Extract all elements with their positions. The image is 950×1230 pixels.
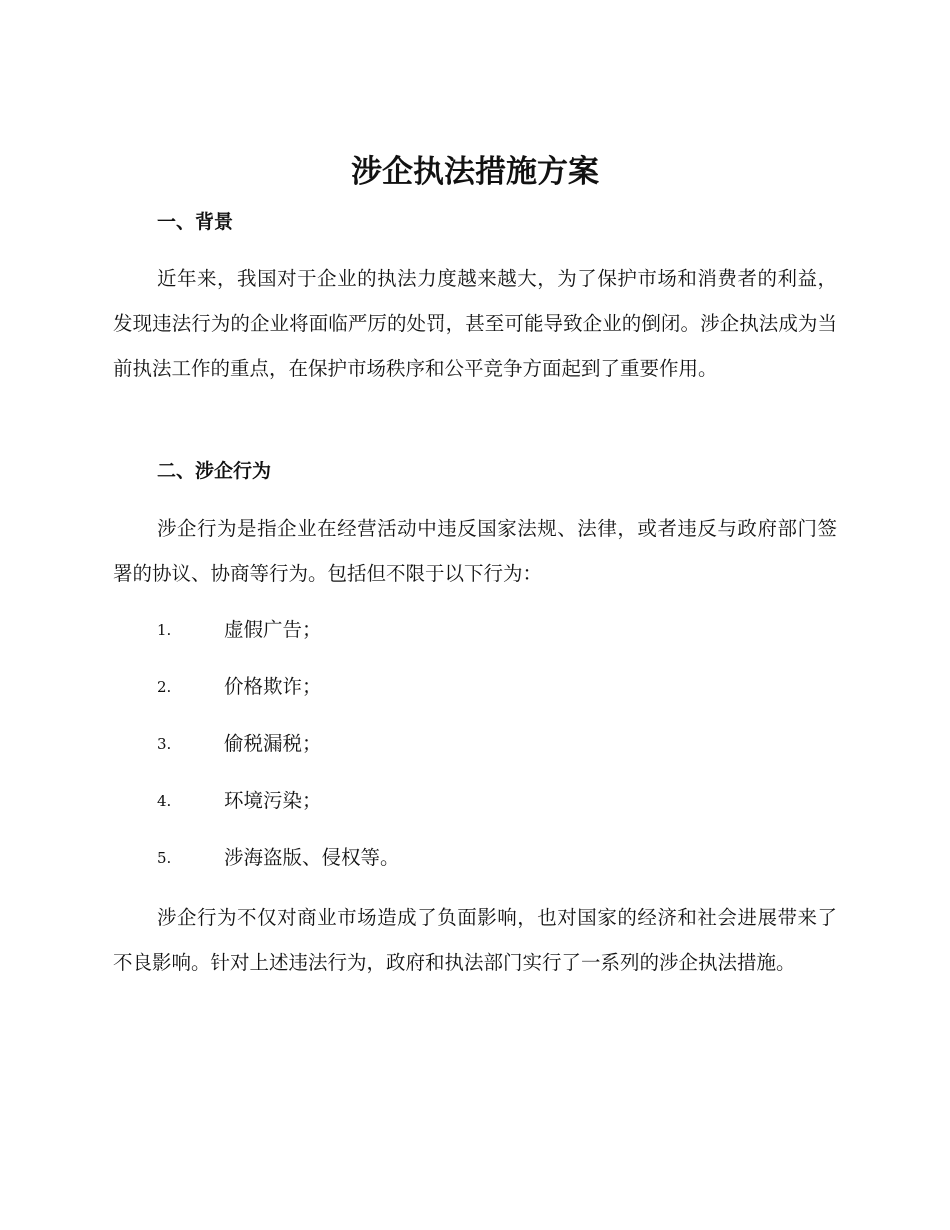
list-item-text: 价格欺诈； — [224, 675, 322, 698]
list-item-text: 涉海盗版、侵权等。 — [224, 846, 400, 869]
list-item-number: 4. — [157, 792, 172, 810]
list-item-number: 2. — [157, 678, 172, 696]
section-heading-enterprise-behavior: 二、涉企行为 — [157, 460, 272, 482]
enterprise-behavior-paragraph: 涉企行为是指企业在经营活动中违反国家法规、法律，或者违反与政府部门签署的协议、协商等行为。包括但不限于以下行为： — [113, 517, 837, 585]
list-item-number: 1. — [157, 621, 172, 639]
list-item-text: 环境污染； — [224, 789, 322, 812]
document-title: 涉企执法措施方案 — [351, 154, 599, 190]
section-heading-background: 一、背景 — [157, 211, 234, 233]
list-item-text: 虚假广告； — [224, 618, 322, 641]
list-item-number: 3. — [157, 735, 172, 753]
closing-paragraph: 涉企行为不仅对商业市场造成了负面影响，也对国家的经济和社会进展带来了不良影响。针对上述违法行为，政府和执法部门实行了一系列的涉企执法措施。 — [113, 906, 837, 974]
background-paragraph: 近年来，我国对于企业的执法力度越来越大，为了保护市场和消费者的利益，发现违法行为的企业将面临严厉的处罚，甚至可能导致企业的倒闭。涉企执法成为当前执法工作的重点，在保护市场秩序和公平竞争方面起到了重要作用。 — [113, 267, 837, 380]
list-item-number: 5. — [157, 849, 172, 867]
list-item-text: 偷税漏税； — [224, 732, 322, 755]
